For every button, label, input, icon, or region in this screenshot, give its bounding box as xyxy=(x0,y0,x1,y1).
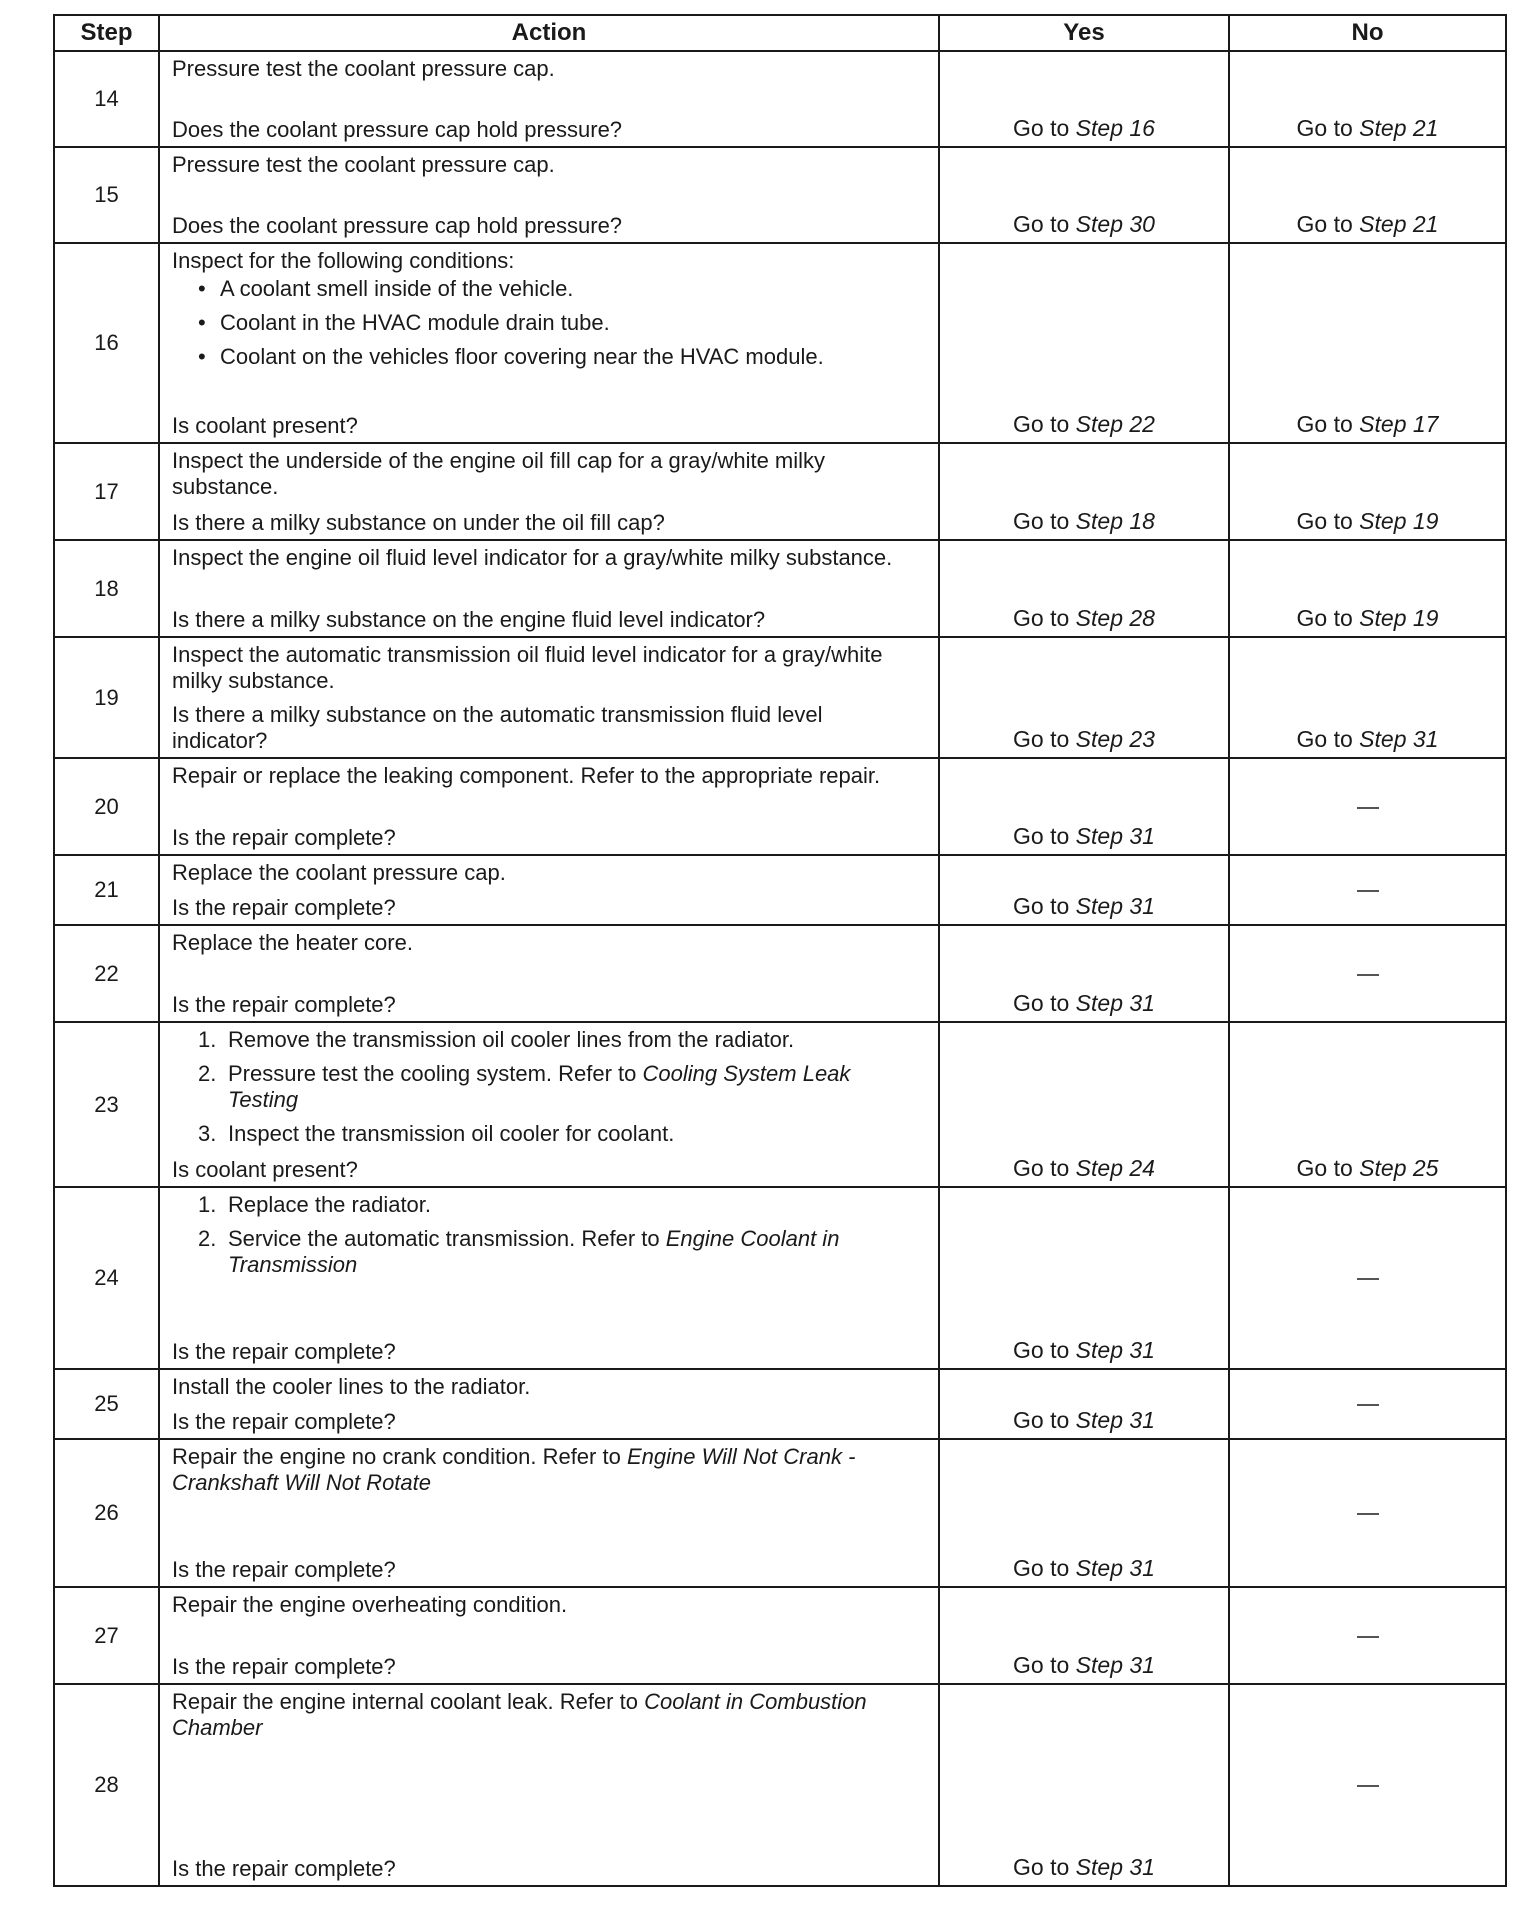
no-result-dash xyxy=(1357,1636,1379,1638)
action-text: Repair or replace the leaking component. Refer to the appropriate repair. xyxy=(172,763,881,788)
action-cell xyxy=(159,540,939,637)
action-body xyxy=(172,1689,924,1741)
yes-result: Go to Step 30 xyxy=(939,147,1229,243)
procedure-item: 3. Inspect the transmission oil cooler for coolant. xyxy=(198,1121,675,1146)
action-body xyxy=(172,1374,924,1400)
header-step: Step xyxy=(54,15,159,51)
yes-result: Go to Step 18 xyxy=(939,443,1229,540)
action-body xyxy=(172,1444,924,1496)
action-question: Does the coolant pressure cap hold pressure? xyxy=(172,213,623,238)
yes-result: Go to Step 31 xyxy=(939,855,1229,925)
procedure-reference: Engine Coolant in Transmission xyxy=(228,1226,840,1277)
action-question: Is the repair complete? xyxy=(172,825,396,850)
step-number: 16 xyxy=(54,243,159,443)
yes-step-reference: Step 18 xyxy=(1075,508,1155,534)
yes-result: Go to Step 23 xyxy=(939,637,1229,758)
no-step-reference: Step 25 xyxy=(1359,1155,1439,1181)
action-question: Is there a milky substance on the automatic transmission fluid level indicator? xyxy=(172,702,823,753)
table-row xyxy=(54,540,1506,637)
no-result-dash xyxy=(1357,974,1379,976)
action-text: Repair the engine no crank condition. Refer to Engine Will Not Crank - Crankshaft Will Not Rotate xyxy=(172,1444,856,1495)
no-result-dash xyxy=(1357,1278,1379,1280)
no-result: Go to Step 21 xyxy=(1229,51,1506,147)
step-number: 28 xyxy=(54,1684,159,1886)
action-question: Does the coolant pressure cap hold pressure? xyxy=(172,117,623,142)
yes-step-reference: Step 24 xyxy=(1075,1155,1155,1181)
no-result: Go to Step 25 xyxy=(1229,1022,1506,1187)
action-cell xyxy=(159,443,939,540)
action-cell xyxy=(159,855,939,925)
no-result: Go to Step 21 xyxy=(1229,147,1506,243)
yes-result: Go to Step 31 xyxy=(939,1587,1229,1684)
procedure-list xyxy=(172,1192,924,1278)
step-number: 21 xyxy=(54,855,159,925)
action-cell xyxy=(159,1439,939,1587)
yes-step-reference: Step 30 xyxy=(1075,211,1155,237)
action-content xyxy=(172,1592,924,1680)
action-body xyxy=(172,545,924,571)
action-text: Pressure test the coolant pressure cap. xyxy=(172,152,555,177)
action-question: Is there a milky substance on under the oil fill cap? xyxy=(172,510,665,535)
action-text: Inspect the engine oil fluid level indicator for a gray/white milky substance. xyxy=(172,545,893,570)
action-body xyxy=(172,763,924,789)
action-text: Replace the heater core. xyxy=(172,930,413,955)
action-cell xyxy=(159,1187,939,1369)
action-content xyxy=(172,1444,924,1583)
action-text: Repair the engine overheating condition. xyxy=(172,1592,568,1617)
condition-list xyxy=(172,276,924,370)
action-question: Is the repair complete? xyxy=(172,895,396,920)
yes-step-reference: Step 31 xyxy=(1075,893,1155,919)
action-cell xyxy=(159,243,939,443)
action-body xyxy=(172,930,924,956)
action-content xyxy=(172,1192,924,1365)
step-number: 23 xyxy=(54,1022,159,1187)
no-result-dash xyxy=(1357,1404,1379,1406)
action-body xyxy=(172,642,924,694)
no-result: Go to Step 19 xyxy=(1229,443,1506,540)
yes-result: Go to Step 22 xyxy=(939,243,1229,443)
action-text: Replace the coolant pressure cap. xyxy=(172,860,506,885)
table-row xyxy=(54,855,1506,925)
yes-step-reference: Step 31 xyxy=(1075,1854,1155,1880)
diagnostic-table xyxy=(53,14,1507,1887)
action-body xyxy=(172,1592,924,1618)
procedure-item: 2. Pressure test the cooling system. Refer to Cooling System Leak Testing xyxy=(198,1061,851,1112)
no-result: Go to Step 17 xyxy=(1229,243,1506,443)
yes-step-reference: Step 31 xyxy=(1075,990,1155,1016)
no-result-dash xyxy=(1357,1513,1379,1515)
procedure-item-number: 2. xyxy=(198,1226,217,1251)
no-step-reference: Step 31 xyxy=(1359,726,1439,752)
no-result xyxy=(1229,1684,1506,1886)
action-body xyxy=(172,860,924,886)
no-result xyxy=(1229,855,1506,925)
action-question: Is the repair complete? xyxy=(172,992,396,1017)
action-body xyxy=(172,56,924,82)
action-text: Inspect the automatic transmission oil fluid level indicator for a gray/white milky substance. xyxy=(172,642,883,693)
action-content xyxy=(172,930,924,1018)
action-question: Is the repair complete? xyxy=(172,1557,396,1582)
table-row xyxy=(54,1439,1506,1587)
procedure-item-number: 3. xyxy=(198,1121,217,1146)
no-result xyxy=(1229,1587,1506,1684)
action-content xyxy=(172,248,924,439)
step-number: 19 xyxy=(54,637,159,758)
header-no: No xyxy=(1229,15,1506,51)
procedure-reference: Coolant in Combustion Chamber xyxy=(172,1689,867,1740)
header-action: Action xyxy=(159,15,939,51)
yes-result: Go to Step 31 xyxy=(939,1369,1229,1439)
no-step-reference: Step 17 xyxy=(1359,411,1439,437)
action-body xyxy=(172,248,924,378)
procedure-item: 1. Remove the transmission oil cooler lines from the radiator. xyxy=(198,1027,795,1052)
yes-step-reference: Step 31 xyxy=(1075,1555,1155,1581)
action-body xyxy=(172,1027,924,1155)
table-row xyxy=(54,1684,1506,1886)
step-number: 25 xyxy=(54,1369,159,1439)
yes-result: Go to Step 31 xyxy=(939,758,1229,855)
no-step-reference: Step 21 xyxy=(1359,115,1439,141)
step-number: 27 xyxy=(54,1587,159,1684)
table-row xyxy=(54,147,1506,243)
action-body xyxy=(172,152,924,178)
step-number: 24 xyxy=(54,1187,159,1369)
yes-result: Go to Step 31 xyxy=(939,1684,1229,1886)
header-yes: Yes xyxy=(939,15,1229,51)
table-row xyxy=(54,1022,1506,1187)
table-row xyxy=(54,1187,1506,1369)
yes-result: Go to Step 24 xyxy=(939,1022,1229,1187)
yes-result: Go to Step 31 xyxy=(939,1439,1229,1587)
action-content xyxy=(172,1027,924,1183)
yes-step-reference: Step 16 xyxy=(1075,115,1155,141)
yes-step-reference: Step 28 xyxy=(1075,605,1155,631)
no-result xyxy=(1229,758,1506,855)
action-cell xyxy=(159,758,939,855)
yes-step-reference: Step 31 xyxy=(1075,1407,1155,1433)
no-step-reference: Step 19 xyxy=(1359,508,1439,534)
yes-result: Go to Step 31 xyxy=(939,1187,1229,1369)
step-number: 18 xyxy=(54,540,159,637)
action-content xyxy=(172,448,924,536)
action-content xyxy=(172,152,924,239)
procedure-item: 1. Replace the radiator. xyxy=(198,1192,432,1217)
no-result: Go to Step 31 xyxy=(1229,637,1506,758)
action-question: Is the repair complete? xyxy=(172,1654,396,1679)
diagnostic-table-sheet xyxy=(53,14,1505,1887)
yes-step-reference: Step 23 xyxy=(1075,726,1155,752)
action-cell xyxy=(159,1022,939,1187)
no-step-reference: Step 21 xyxy=(1359,211,1439,237)
action-question: Is the repair complete? xyxy=(172,1409,396,1434)
procedure-reference: Cooling System Leak Testing xyxy=(228,1061,851,1112)
action-question: Is the repair complete? xyxy=(172,1856,396,1881)
step-number: 15 xyxy=(54,147,159,243)
step-number: 20 xyxy=(54,758,159,855)
condition-item: • Coolant on the vehicles floor covering near the HVAC module. xyxy=(198,344,924,370)
table-row xyxy=(54,1369,1506,1439)
action-cell xyxy=(159,1684,939,1886)
procedure-list xyxy=(172,1027,924,1147)
step-number: 17 xyxy=(54,443,159,540)
action-question: Is coolant present? xyxy=(172,1157,358,1182)
table-row xyxy=(54,51,1506,147)
action-cell xyxy=(159,147,939,243)
no-result xyxy=(1229,1439,1506,1587)
no-result: Go to Step 19 xyxy=(1229,540,1506,637)
action-content xyxy=(172,642,924,754)
action-text: Inspect the underside of the engine oil fill cap for a gray/white milky substance. xyxy=(172,448,826,499)
step-number: 26 xyxy=(54,1439,159,1587)
table-row xyxy=(54,1587,1506,1684)
action-question: Is the repair complete? xyxy=(172,1339,396,1364)
action-body xyxy=(172,1192,924,1286)
yes-result: Go to Step 28 xyxy=(939,540,1229,637)
table-row xyxy=(54,243,1506,443)
action-text: Pressure test the coolant pressure cap. xyxy=(172,56,555,81)
no-result-dash xyxy=(1357,890,1379,892)
yes-result: Go to Step 31 xyxy=(939,925,1229,1022)
no-result xyxy=(1229,1187,1506,1369)
action-question: Is coolant present? xyxy=(172,413,358,438)
action-body xyxy=(172,448,924,500)
action-content xyxy=(172,860,924,921)
yes-step-reference: Step 31 xyxy=(1075,823,1155,849)
action-cell xyxy=(159,1587,939,1684)
condition-item: • A coolant smell inside of the vehicle. xyxy=(198,276,924,302)
action-content xyxy=(172,1689,924,1882)
table-row xyxy=(54,443,1506,540)
table-row xyxy=(54,637,1506,758)
header-row xyxy=(54,15,1506,51)
action-text: Repair the engine internal coolant leak. Refer to Coolant in Combustion Chamber xyxy=(172,1689,867,1740)
action-text: Inspect for the following conditions: xyxy=(172,248,515,273)
table-row xyxy=(54,758,1506,855)
yes-step-reference: Step 31 xyxy=(1075,1652,1155,1678)
action-cell xyxy=(159,51,939,147)
action-cell xyxy=(159,637,939,758)
action-cell xyxy=(159,1369,939,1439)
procedure-reference: Engine Will Not Crank - Crankshaft Will Not Rotate xyxy=(172,1444,856,1495)
yes-step-reference: Step 22 xyxy=(1075,411,1155,437)
action-question: Is there a milky substance on the engine fluid level indicator? xyxy=(172,607,766,632)
action-content xyxy=(172,1374,924,1435)
no-result-dash xyxy=(1357,1785,1379,1787)
yes-step-reference: Step 31 xyxy=(1075,1337,1155,1363)
step-number: 22 xyxy=(54,925,159,1022)
no-result-dash xyxy=(1357,807,1379,809)
yes-result: Go to Step 16 xyxy=(939,51,1229,147)
action-text: Install the cooler lines to the radiator. xyxy=(172,1374,531,1399)
action-content xyxy=(172,545,924,633)
action-content xyxy=(172,763,924,851)
table-row xyxy=(54,925,1506,1022)
procedure-item-number: 2. xyxy=(198,1061,217,1086)
step-number: 14 xyxy=(54,51,159,147)
no-result xyxy=(1229,1369,1506,1439)
procedure-item-number: 1. xyxy=(198,1027,217,1052)
no-result xyxy=(1229,925,1506,1022)
condition-item: • Coolant in the HVAC module drain tube. xyxy=(198,310,924,336)
procedure-item-number: 1. xyxy=(198,1192,217,1217)
action-content xyxy=(172,56,924,143)
procedure-item: 2. Service the automatic transmission. Refer to Engine Coolant in Transmission xyxy=(198,1226,840,1277)
no-step-reference: Step 19 xyxy=(1359,605,1439,631)
action-cell xyxy=(159,925,939,1022)
